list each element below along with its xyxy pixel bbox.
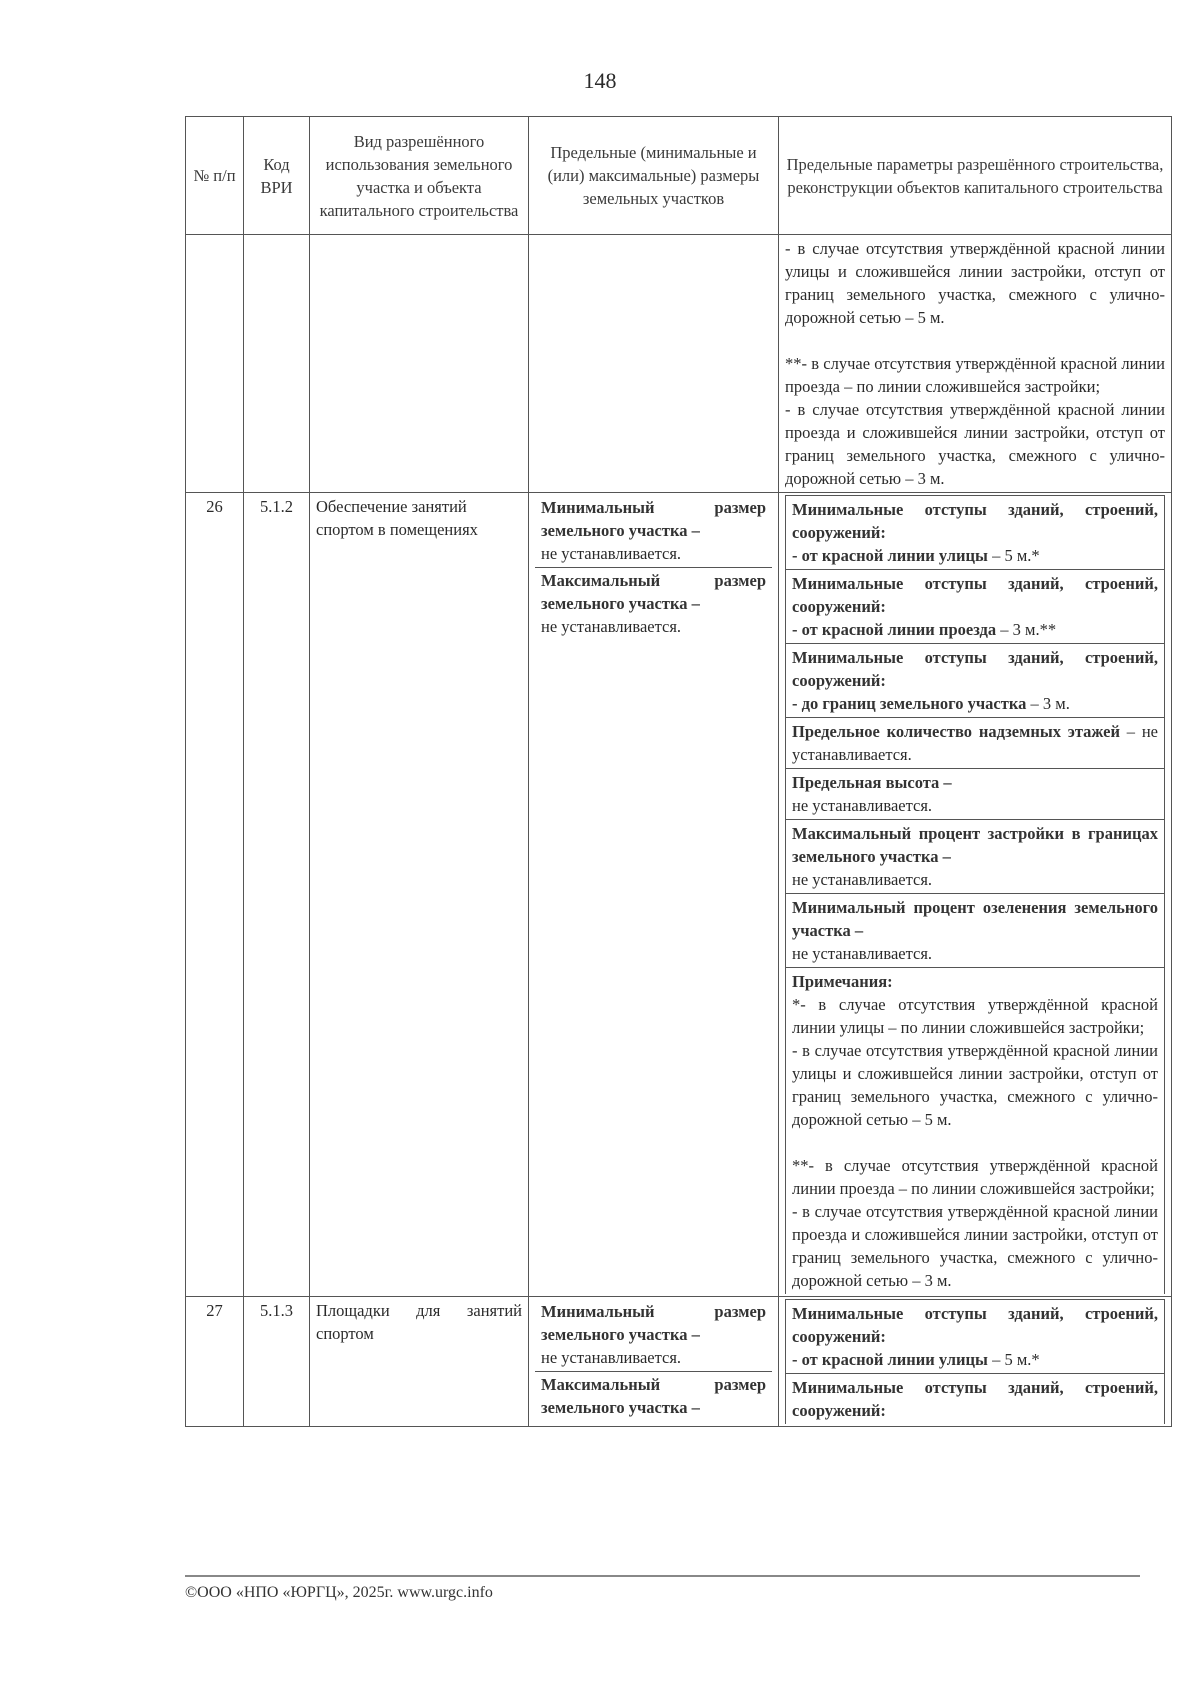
- note-4: - в случае отсутствия утверждённой красной линии проезда и сложившейся линии застройки, отступ от границ земельного участка, смежного с улично-дорожной сетью – 3 м.: [792, 1202, 1158, 1290]
- land-use-table: [185, 116, 1172, 1427]
- continuation-num-cell: [186, 235, 244, 493]
- row-code: 5.1.3: [244, 1297, 310, 1427]
- row-plot-size: [529, 493, 779, 1297]
- param-greenery-value: не устанавливается.: [792, 944, 933, 963]
- param-floors-value: – не устанавливается.: [792, 722, 1158, 764]
- continuation-params-cell: [779, 235, 1172, 493]
- continuation-name-cell: [310, 235, 529, 493]
- notes-title: Примечания:: [792, 972, 893, 991]
- param-setback-label: Минимальные отступы зданий, строений, сооружений:: [792, 574, 1158, 616]
- header-number: № п/п: [186, 117, 244, 235]
- param-greenery-label: Минимальный процент озеленения земельного участка –: [792, 898, 1158, 940]
- param-setback-value: – 3 м.: [1026, 694, 1070, 713]
- header-use-type: Вид разрешённого использования земельного участка и объекта капитального строительства: [310, 117, 529, 235]
- header-parameters: Предельные параметры разрешённого строительства, реконструкции объектов капитального строительства: [779, 117, 1172, 235]
- row-number: 26: [186, 493, 244, 1297]
- param-setback-line: - от красной линии проезда: [792, 620, 997, 639]
- note-1: *- в случае отсутствия утверждённой красной линии улицы – по линии сложившейся застройки;: [792, 995, 1158, 1037]
- row-use-name: Обеспечение занятий спортом в помещениях: [310, 493, 529, 1297]
- max-size-label: Максимальный размер земельного участка –: [541, 1375, 766, 1417]
- header-plot-size: Предельные (минимальные и (или) максимальные) размеры земельных участков: [529, 117, 779, 235]
- continuation-note-2: **- в случае отсутствия утверждённой красной линии проезда – по линии сложившейся застройки;: [785, 354, 1165, 396]
- param-setback-line: - от красной линии улицы: [792, 546, 988, 565]
- param-height-value: не устанавливается.: [792, 796, 933, 815]
- row-plot-size: [529, 1297, 779, 1427]
- param-coverage-label: Максимальный процент застройки в границах земельного участка –: [792, 824, 1158, 866]
- param-setback-line: - от красной линии улицы: [792, 1350, 988, 1369]
- row-code: 5.1.2: [244, 493, 310, 1297]
- row-number: 27: [186, 1297, 244, 1427]
- continuation-code-cell: [244, 235, 310, 493]
- param-height-label: Предельная высота –: [792, 773, 952, 792]
- table-row-27: [186, 1297, 1172, 1427]
- header-code: Код ВРИ: [244, 117, 310, 235]
- param-setback-label: Минимальные отступы зданий, строений, сооружений:: [792, 500, 1158, 542]
- param-floors-label: Предельное количество надземных этажей: [792, 722, 1121, 741]
- param-setback-label: Минимальные отступы зданий, строений, сооружений:: [792, 648, 1158, 690]
- continuation-note-1: - в случае отсутствия утверждённой красной линии улицы и сложившейся линии застройки, отступ от границ земельного участка, смежного с улично-дорожной сетью – 5 м.: [785, 239, 1165, 327]
- continuation-note-3: - в случае отсутствия утверждённой красной линии проезда и сложившейся линии застройки, отступ от границ земельного участка, смежного с улично-дорожной сетью – 3 м.: [785, 400, 1165, 488]
- footer-divider: [185, 1575, 1140, 1577]
- param-setback-value: – 5 м.*: [987, 1350, 1040, 1369]
- table-row-continuation: [186, 235, 1172, 493]
- table-row-26: [186, 493, 1172, 1297]
- param-setback-label: Минимальные отступы зданий, строений, сооружений:: [792, 1378, 1158, 1420]
- param-coverage-value: не устанавливается.: [792, 870, 933, 889]
- page-number: 148: [583, 68, 617, 93]
- param-setback-label: Минимальные отступы зданий, строений, сооружений:: [792, 1304, 1158, 1346]
- continuation-size-cell: [529, 235, 779, 493]
- param-setback-value: – 5 м.*: [987, 546, 1040, 565]
- param-setback-line: - до границ земельного участка: [792, 694, 1027, 713]
- min-size-label: Минимальный размер земельного участка –: [541, 1302, 766, 1344]
- row-use-name: Площадки для занятий спортом: [310, 1297, 529, 1427]
- min-size-value: не устанавливается.: [541, 1348, 682, 1367]
- footer-copyright: ©ООО «НПО «ЮРГЦ», 2025г. www.urgc.info: [185, 1584, 493, 1601]
- max-size-label: Максимальный размер земельного участка –: [541, 571, 766, 613]
- min-size-label: Минимальный размер земельного участка –: [541, 498, 766, 540]
- row-parameters: [779, 493, 1172, 1297]
- param-setback-value: – 3 м.**: [996, 620, 1057, 639]
- note-3: **- в случае отсутствия утверждённой красной линии проезда – по линии сложившейся застройки;: [792, 1156, 1158, 1198]
- table-header-row: [186, 117, 1172, 235]
- max-size-value: не устанавливается.: [541, 617, 682, 636]
- note-2: - в случае отсутствия утверждённой красной линии улицы и сложившейся линии застройки, отступ от границ земельного участка, смежного с улично-дорожной сетью – 5 м.: [792, 1041, 1158, 1129]
- min-size-value: не устанавливается.: [541, 544, 682, 563]
- row-parameters: [779, 1297, 1172, 1427]
